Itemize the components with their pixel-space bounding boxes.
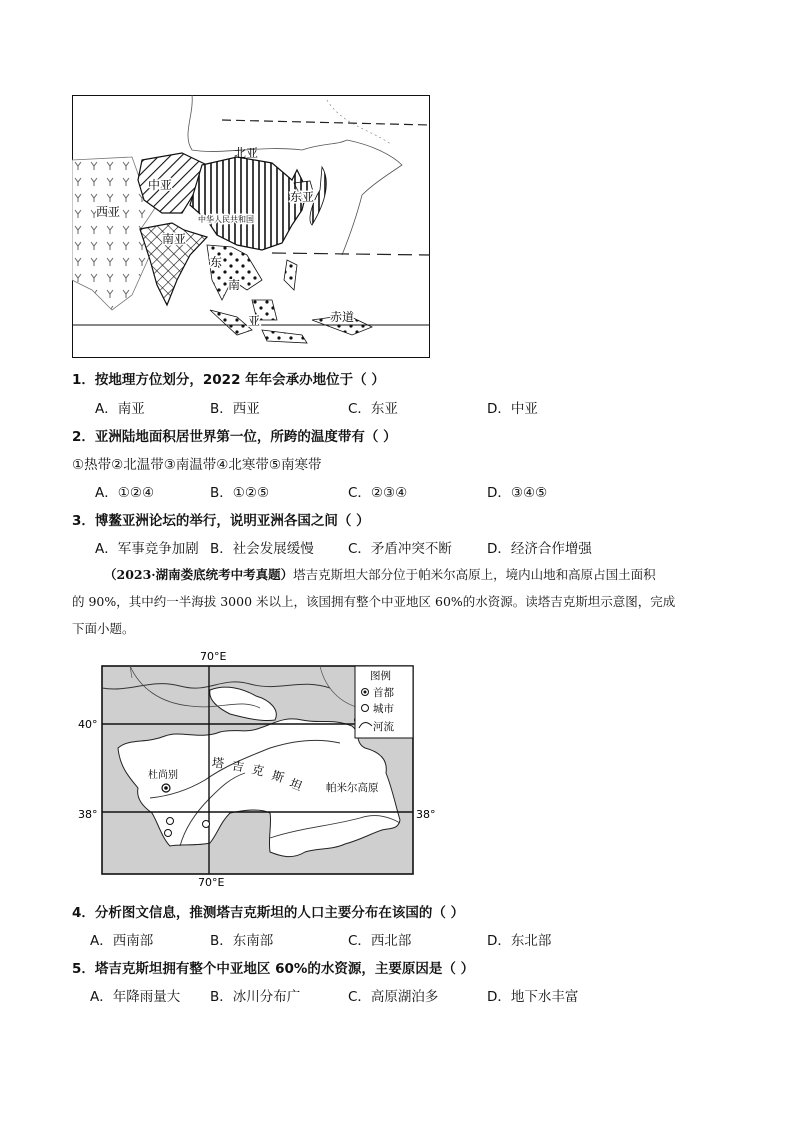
question-3: 3．博鳌亚洲论坛的举行，说明亚洲各国之间（ ） — [72, 513, 370, 529]
q5-option-d[interactable]: D．地下水丰富 — [487, 989, 579, 1005]
q1-option-b[interactable]: B．西亚 — [210, 401, 260, 417]
plateau-label: 帕米尔高原 — [326, 782, 379, 794]
passage-line-3: 下面小题。 — [72, 621, 135, 636]
label-equator: 赤道 — [330, 310, 355, 324]
q2-option-c[interactable]: C．②③④ — [348, 485, 408, 501]
question-5: 5．塔吉克斯坦拥有整个中亚地区 60%的水资源，主要原因是（ ） — [72, 961, 475, 977]
legend-capital: 首都 — [373, 687, 394, 699]
country-char-3: 克 — [250, 762, 266, 779]
legend-city: 城市 — [373, 703, 394, 715]
passage-line-1: 塔吉克斯坦大部分位于帕米尔高原上，境内山地和高原占国土面积 — [293, 567, 656, 582]
map-legend — [355, 666, 413, 738]
q3-option-d[interactable]: D．经济合作增强 — [487, 541, 592, 557]
q2-option-d[interactable]: D．③④⑤ — [487, 485, 548, 501]
question-2: 2．亚洲陆地面积居世界第一位，所跨的温度带有（ ） — [72, 429, 397, 445]
lon-label-bottom: 70°E — [198, 876, 225, 889]
q1-option-a[interactable]: A．南亚 — [95, 401, 145, 417]
lat-label-40: 40° — [78, 718, 98, 731]
label-central-asia: 中亚 — [148, 178, 173, 192]
q2-option-b[interactable]: B．①②⑤ — [210, 485, 270, 501]
label-west-asia: 西亚 — [96, 205, 121, 219]
q4-option-b[interactable]: B．东南部 — [210, 933, 274, 949]
question-4: 4．分析图文信息，推测塔吉克斯坦的人口主要分布在该国的（ ） — [72, 905, 465, 921]
tajikistan-map — [70, 648, 450, 890]
q2-option-a[interactable]: A．①②④ — [95, 485, 155, 501]
city-marker — [167, 818, 174, 825]
q5-option-b[interactable]: B．冰川分布广 — [210, 989, 301, 1005]
label-southeast-1: 东 — [210, 255, 223, 269]
q5-option-a[interactable]: A．年降雨量大 — [90, 989, 181, 1005]
q3-option-c[interactable]: C．矛盾冲突不断 — [348, 541, 452, 557]
legend-city-icon — [362, 705, 369, 712]
q4-option-d[interactable]: D．东北部 — [487, 933, 552, 949]
q3-option-a[interactable]: A．军事竞争加剧 — [95, 541, 199, 557]
country-char-4: 斯 — [270, 768, 286, 786]
reading-passage — [72, 561, 722, 642]
label-china: 中华人民共和国 — [198, 215, 254, 224]
label-southeast-2: 南 — [228, 278, 241, 292]
q1-option-d[interactable]: D．中亚 — [487, 401, 538, 417]
city-marker — [165, 830, 172, 837]
country-char-2: 吉 — [230, 758, 246, 775]
legend-river: 河流 — [373, 721, 394, 733]
question-1: 1．按地理方位划分，2022 年年会承办地位于（ ） — [72, 372, 385, 388]
q1-option-c[interactable]: C．东亚 — [348, 401, 398, 417]
city-marker — [203, 821, 210, 828]
q4-option-c[interactable]: C．西北部 — [348, 933, 412, 949]
asia-region-map — [72, 95, 430, 358]
q4-option-a[interactable]: A．西南部 — [90, 933, 154, 949]
passage-line-2: 的 90%，其中约一半海拔 3000 米以上，该国拥有整个中亚地区 60%的水资源。读塔吉克斯坦示意图，完成 — [72, 594, 676, 609]
capital-label: 杜尚别 — [148, 770, 178, 781]
lat-label-38-right: 38° — [416, 808, 436, 821]
q2-zone-list: ①热带②北温带③南温带④北寒带⑤南寒带 — [72, 457, 322, 473]
lon-label-top: 70°E — [200, 650, 227, 663]
country-char-1: 塔 — [211, 755, 225, 771]
label-east-asia: 东亚 — [290, 190, 315, 204]
lat-label-38-left: 38° — [78, 808, 98, 821]
legend-title: 图例 — [370, 670, 391, 682]
q3-option-b[interactable]: B．社会发展缓慢 — [210, 541, 314, 557]
label-south-asia: 南亚 — [162, 232, 187, 246]
passage-source: （2023·湖南娄底统考中考真题） — [104, 567, 294, 582]
q5-option-c[interactable]: C．高原湖泊多 — [348, 989, 439, 1005]
label-north-asia: 北亚 — [234, 146, 259, 160]
country-char-5: 坦 — [287, 776, 305, 794]
label-southeast-3: 亚 — [248, 314, 261, 328]
